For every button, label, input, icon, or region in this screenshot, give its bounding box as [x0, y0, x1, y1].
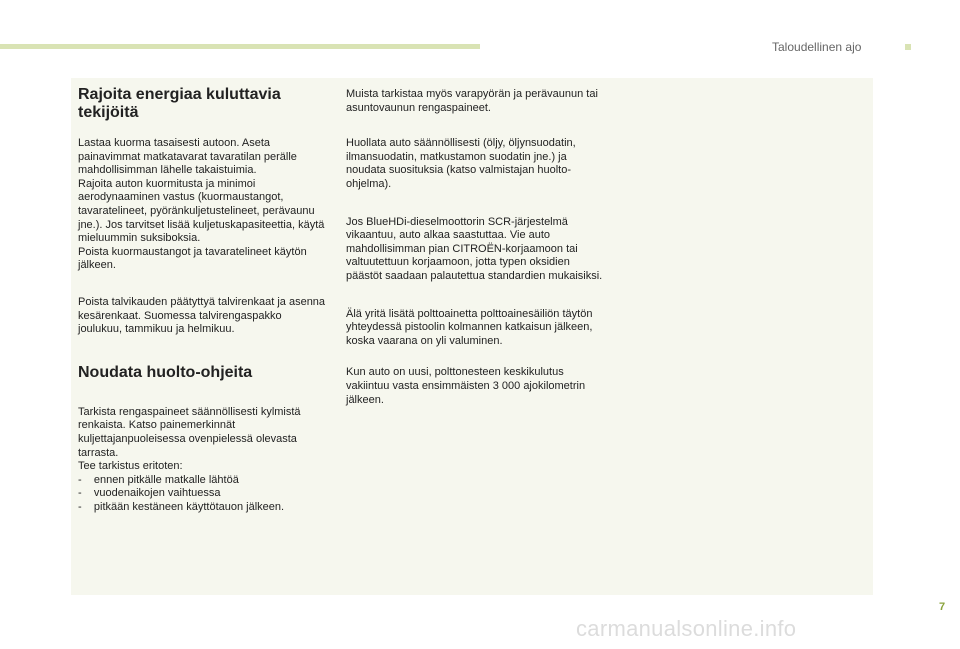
paragraph-refuelling: Älä yritä lisätä polttoainetta polttoainesäiliön täytön yhteydessä pistoolin kolmannen katkaisun jälkeen, koska vaarana on yli valuminen. [346, 307, 593, 347]
page-number: 7 [939, 601, 946, 613]
paragraph-scr-system: Jos BlueHDi-dieselmoottorin SCR-järjestelmä vikaantuu, auto alkaa saastuttaa. Vie auto mahdollisimman pian CITROËN-korjaamoon tai valtuutettuun korjaamoon, jotta typen oksidien päästöt saadaan palautettua standardien mukaisiksi. [346, 215, 603, 282]
paragraph-spare-wheel: Muista tarkistaa myös varapyörän ja perävaunun tai asuntovaunun rengaspaineet. [346, 88, 598, 114]
right-column [346, 88, 608, 407]
paragraph-tyre-pressure: Tarkista rengaspaineet säännöllisesti kylmistä renkaista. Katso painemerkinnät kuljettajanpuoleisessa ovenpielessä olevasta tarrasta. Tee tarkistus eritoten: - ennen pitkälle matkalle lähtöä - vuodenaikojen vaihtuessa - pitkään kestäneen käyttötauon jälkeen. [78, 405, 301, 513]
header-accent-bar [0, 44, 480, 49]
paragraph-load: Lastaa kuorma tasaisesti autoon. Aseta painavimmat matkatavarat tavaratilan perälle mahdollisimman lähelle takaistuimia. Rajoita auton kuormitusta ja minimoi aerodynaaminen vastus (kuormaustangot, tavaratelineet, pyöränkuljetustelineet, perävaunu jne.). Jos tarvitset lisää kuljetuskapasiteettia, käytä mieluummin suksiboksia. Poista kuormaustangot ja tavaratelineet käytön jälkeen. [78, 137, 325, 272]
paragraph-service: Huollata auto säännöllisesti (öljy, öljynsuodatin, ilmansuodatin, matkustamon suodatin jne.) ja noudata suosituksia (katso valmistajan huolto-ohjelma). [346, 137, 576, 190]
paragraph-tyres-season: Poista talvikauden päätyttyä talvirenkaat ja asenna kesärenkaat. Suomessa talvirengaspakko joulukuu, tammikuu ja helmikuu. [78, 295, 326, 336]
left-column [78, 86, 328, 514]
section-title: Taloudellinen ajo [772, 40, 862, 54]
watermark: carmanualsonline.info [576, 616, 797, 641]
heading-energy: Rajoita energiaa kuluttavia tekijöitä [78, 86, 281, 121]
heading-maintenance: Noudata huolto-ohjeita [78, 363, 253, 381]
paragraph-new-car-consumption: Kun auto on uusi, polttonesteen keskikulutus vakiintuu vasta ensimmäisten 3 000 ajokilometrin jälkeen. [346, 366, 586, 406]
header-accent-square [905, 44, 911, 50]
